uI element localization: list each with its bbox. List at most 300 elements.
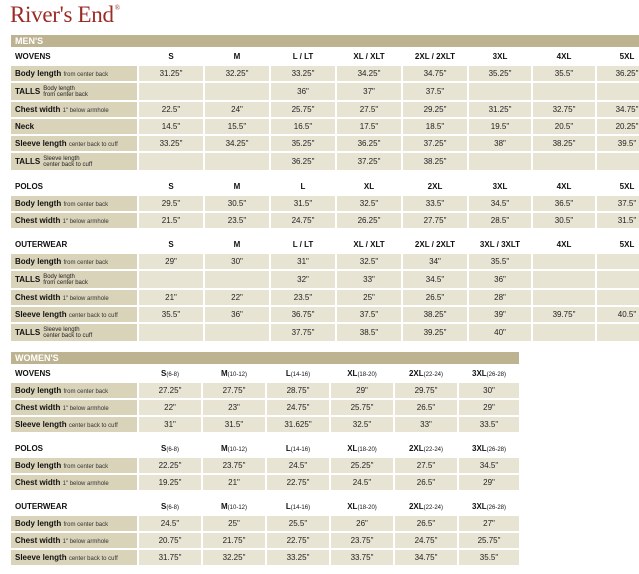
table-cell: 21" — [139, 290, 203, 305]
measurement-label — [11, 516, 137, 531]
table-cell — [469, 83, 531, 100]
table-cell: 39" — [469, 307, 531, 322]
size-range: (10-12) — [227, 505, 247, 511]
table-cell: 24.75" — [395, 533, 457, 548]
table-cell: 34.5" — [459, 458, 519, 473]
table-cell — [597, 83, 639, 100]
outerwear-header-row — [11, 237, 639, 252]
table-cell: 35.5" — [139, 307, 203, 322]
table-row — [11, 271, 639, 288]
table-cell: 37.75" — [271, 324, 335, 341]
size-header: 4XL — [556, 182, 572, 191]
table-cell: 29" — [331, 383, 393, 398]
table-cell: 23" — [203, 400, 265, 415]
table-cell: 36.75" — [271, 307, 335, 322]
measurement-label — [11, 307, 137, 322]
size-main: M — [220, 502, 228, 511]
table-cell: 28" — [469, 290, 531, 305]
size-range: (26-28) — [486, 447, 507, 453]
measurement-name: Sleeve length — [15, 310, 67, 319]
table-cell: 25.5" — [267, 516, 329, 531]
table-cell: 26.5" — [395, 475, 457, 490]
table-cell: 24.5" — [139, 516, 201, 531]
measurement-name: Body length — [15, 461, 62, 470]
size-header — [331, 499, 393, 514]
table-cell: 29.75" — [395, 383, 457, 398]
measurement-name: Body length — [15, 199, 62, 208]
table-cell: 34.75" — [395, 550, 457, 565]
size-range: (10-12) — [227, 372, 247, 378]
size-header: M — [233, 182, 241, 191]
size-header: S — [168, 52, 174, 61]
table-cell: 22.5" — [139, 102, 203, 117]
size-main: 2XL — [408, 444, 424, 453]
table-cell: 38.5" — [337, 324, 401, 341]
size-header: S — [168, 182, 174, 191]
table-cell: 29" — [459, 475, 519, 490]
size-main: XL — [347, 369, 358, 378]
size-main: M — [220, 369, 228, 378]
table-row — [11, 550, 519, 565]
size-header: S — [168, 240, 174, 249]
table-cell: 24.75" — [271, 213, 335, 228]
table-cell: 25.75" — [459, 533, 519, 548]
measurement-note — [43, 274, 88, 286]
table-cell: 15.5" — [205, 119, 269, 134]
size-main: 3XL — [472, 502, 487, 511]
womens-size-chart — [9, 350, 521, 567]
section-band-title: MEN'S — [11, 35, 639, 47]
section-band-title: WOMEN'S — [11, 352, 519, 364]
size-header: 4XL — [556, 240, 572, 249]
table-cell: 30.5" — [533, 213, 595, 228]
table-cell: 31.5" — [271, 196, 335, 211]
measurement-label — [11, 119, 137, 134]
size-range: (22-24) — [423, 505, 443, 511]
table-cell: 31.25" — [469, 102, 531, 117]
size-header: 3XL / 3XLT — [479, 240, 521, 249]
size-main: L — [285, 444, 291, 453]
table-row — [11, 83, 639, 100]
size-header: L — [300, 182, 306, 191]
size-header — [459, 441, 519, 456]
measurement-note: from center back — [63, 389, 109, 395]
table-cell: 35.25" — [469, 66, 531, 81]
size-main: S — [160, 444, 167, 453]
table-cell — [533, 254, 595, 269]
size-range: (26-28) — [486, 372, 507, 378]
section-band — [11, 352, 519, 364]
size-main: XL — [347, 444, 358, 453]
measurement-note: from center back — [63, 464, 109, 470]
table-cell: 36" — [271, 83, 335, 100]
measurement-name: TALLS — [15, 327, 41, 337]
size-main: POLOS — [15, 444, 44, 453]
size-header: M — [233, 52, 241, 61]
size-header — [395, 441, 457, 456]
size-header: XL / XLT — [353, 240, 385, 249]
measurement-note — [43, 86, 88, 98]
size-range: (26-28) — [486, 505, 507, 511]
measurement-note: center back to cuff — [68, 556, 118, 562]
table-cell: 22.75" — [267, 475, 329, 490]
size-header: XL — [363, 182, 375, 191]
table-cell: 17.5" — [337, 119, 401, 134]
table-cell: 21.5" — [139, 213, 203, 228]
table-cell: 28.5" — [469, 213, 531, 228]
brand-logo: River's End® — [10, 2, 120, 27]
table-row — [11, 307, 639, 322]
size-header: XL / XLT — [353, 52, 385, 61]
table-cell — [533, 290, 595, 305]
size-header — [395, 366, 457, 381]
size-header: 5XL — [619, 240, 635, 249]
measurement-note: 1" below armhole — [62, 296, 109, 302]
polos-header-row — [11, 179, 639, 194]
table-cell: 39.75" — [533, 307, 595, 322]
size-header: 5XL — [619, 52, 635, 61]
measurement-label — [11, 153, 137, 170]
table-cell: 26.5" — [395, 516, 457, 531]
measurement-label — [11, 196, 137, 211]
table-cell — [139, 324, 203, 341]
table-cell — [139, 83, 203, 100]
size-range: (14-16) — [290, 372, 311, 378]
size-header — [459, 366, 519, 381]
measurement-name: Chest width — [15, 216, 61, 225]
size-header — [139, 441, 201, 456]
table-cell: 26.5" — [395, 400, 457, 415]
table-cell: 16.5" — [271, 119, 335, 134]
table-cell: 26" — [331, 516, 393, 531]
table-row — [11, 119, 639, 134]
table-row — [11, 196, 639, 211]
note-line: from center back — [43, 279, 88, 286]
size-range: (14-16) — [290, 505, 311, 511]
table-cell: 24.75" — [267, 400, 329, 415]
size-main: L — [285, 502, 291, 511]
note-line: Sleeve length — [43, 326, 80, 333]
table-cell: 34.5" — [403, 271, 467, 288]
table-cell: 39.25" — [403, 324, 467, 341]
size-header — [267, 441, 329, 456]
measurement-label — [11, 83, 137, 100]
size-header: 2XL — [427, 182, 443, 191]
measurement-name: Sleeve length — [15, 553, 67, 562]
table-cell: 31.25" — [139, 66, 203, 81]
note-line: Body length — [43, 85, 75, 92]
table-cell: 33.25" — [271, 66, 335, 81]
size-header: 2XL / 2XLT — [414, 52, 456, 61]
table-cell: 33.25" — [139, 136, 203, 151]
table-cell: 20.25" — [597, 119, 639, 134]
table-cell: 36.5" — [533, 196, 595, 211]
table-row — [11, 383, 519, 398]
measurement-name: Body length — [15, 257, 62, 266]
measurement-note — [43, 156, 92, 168]
note-line: center back to cuff — [43, 161, 93, 168]
table-cell — [205, 324, 269, 341]
measurement-label — [11, 213, 137, 228]
measurement-name: Body length — [15, 519, 62, 528]
section-spacer — [11, 230, 639, 235]
table-cell: 23.5" — [271, 290, 335, 305]
measurement-label — [11, 136, 137, 151]
table-cell: 14.5" — [139, 119, 203, 134]
table-cell: 24" — [205, 102, 269, 117]
measurement-label — [11, 254, 137, 269]
measurement-label — [11, 66, 137, 81]
table-cell: 25.75" — [331, 400, 393, 415]
table-cell: 38" — [469, 136, 531, 151]
measurement-note: 1" below armhole — [62, 481, 109, 487]
size-main: OUTERWEAR — [15, 502, 68, 511]
table-cell: 38.25" — [403, 307, 467, 322]
table-cell: 22" — [205, 290, 269, 305]
table-cell: 29" — [139, 254, 203, 269]
measurement-note: from center back — [63, 522, 109, 528]
table-cell: 20.75" — [139, 533, 201, 548]
note-line: Sleeve length — [43, 155, 80, 162]
table-cell: 21.75" — [203, 533, 265, 548]
table-cell: 23.5" — [205, 213, 269, 228]
table-cell — [597, 290, 639, 305]
measurement-name: TALLS — [15, 274, 41, 284]
measurement-label — [11, 533, 137, 548]
table-cell: 32.75" — [533, 102, 595, 117]
size-range: (22-24) — [423, 447, 443, 453]
measurement-label — [11, 400, 137, 415]
size-header: L / LT — [292, 240, 314, 249]
size-main: L — [285, 369, 291, 378]
wovens-header-row — [11, 49, 639, 64]
table-cell: 35.5" — [533, 66, 595, 81]
table-cell: 34" — [403, 254, 467, 269]
table-cell: 32.25" — [205, 66, 269, 81]
measurement-name: TALLS — [15, 156, 41, 166]
table-cell: 23.75" — [203, 458, 265, 473]
size-header — [267, 366, 329, 381]
measurement-note: from center back — [63, 260, 109, 266]
table-cell: 33.75" — [331, 550, 393, 565]
outerwear-section-title — [11, 499, 137, 514]
mens-size-chart — [9, 33, 639, 343]
size-header — [203, 499, 265, 514]
table-cell — [139, 153, 203, 170]
measurement-label — [11, 102, 137, 117]
size-header: 4XL — [556, 52, 572, 61]
size-range: (6-8) — [166, 372, 179, 378]
size-main: S — [160, 369, 167, 378]
measurement-note — [43, 327, 92, 339]
size-main: 2XL — [408, 369, 424, 378]
measurement-name: Chest width — [15, 293, 61, 302]
note-line: Body length — [43, 273, 75, 280]
table-cell: 32.5" — [331, 417, 393, 432]
size-range: (14-16) — [290, 447, 311, 453]
table-cell: 36.25" — [271, 153, 335, 170]
measurement-name: Chest width — [15, 536, 61, 545]
table-cell: 40.5" — [597, 307, 639, 322]
table-cell: 25.75" — [271, 102, 335, 117]
size-header — [459, 499, 519, 514]
table-cell: 26.25" — [337, 213, 401, 228]
table-row — [11, 153, 639, 170]
table-cell: 32.25" — [203, 550, 265, 565]
table-row — [11, 516, 519, 531]
table-cell — [597, 271, 639, 288]
table-cell: 23.75" — [331, 533, 393, 548]
table-cell: 38.25" — [403, 153, 467, 170]
size-header — [267, 499, 329, 514]
table-row — [11, 417, 519, 432]
outerwear-section-title: OUTERWEAR — [15, 240, 68, 249]
table-cell: 29" — [459, 400, 519, 415]
table-cell: 22.25" — [139, 458, 201, 473]
size-range: (6-8) — [166, 447, 179, 453]
table-cell: 34.75" — [597, 102, 639, 117]
size-range: (10-12) — [227, 447, 247, 453]
size-header: 2XL / 2XLT — [414, 240, 456, 249]
size-main: S — [160, 502, 167, 511]
size-header — [331, 366, 393, 381]
size-header: L / LT — [292, 52, 314, 61]
table-cell — [533, 324, 595, 341]
table-cell: 28.75" — [267, 383, 329, 398]
table-cell: 35.5" — [459, 550, 519, 565]
measurement-name: Sleeve length — [15, 420, 67, 429]
table-cell: 30" — [205, 254, 269, 269]
table-cell: 33.5" — [403, 196, 467, 211]
table-cell: 29.5" — [139, 196, 203, 211]
size-header — [139, 366, 201, 381]
table-cell — [139, 271, 203, 288]
size-main: M — [220, 444, 228, 453]
size-main: 2XL — [408, 502, 424, 511]
table-cell: 35.5" — [469, 254, 531, 269]
size-range: (18-20) — [357, 372, 377, 378]
table-cell: 18.5" — [403, 119, 467, 134]
table-cell — [205, 153, 269, 170]
size-header: M — [233, 240, 241, 249]
size-main: 3XL — [472, 369, 487, 378]
polos-section-title — [11, 441, 137, 456]
table-row — [11, 324, 639, 341]
size-header — [395, 499, 457, 514]
section-band — [11, 35, 639, 47]
table-row — [11, 213, 639, 228]
table-cell: 34.25" — [337, 66, 401, 81]
measurement-label — [11, 475, 137, 490]
measurement-label — [11, 290, 137, 305]
table-row — [11, 254, 639, 269]
section-spacer — [11, 172, 639, 177]
table-row — [11, 290, 639, 305]
table-cell: 27.75" — [403, 213, 467, 228]
table-cell: 27" — [459, 516, 519, 531]
table-cell: 27.5" — [395, 458, 457, 473]
note-line: from center back — [43, 91, 88, 98]
table-cell: 31.75" — [139, 550, 201, 565]
table-cell — [469, 153, 531, 170]
measurement-name: Chest width — [15, 478, 61, 487]
measurement-name: TALLS — [15, 86, 41, 96]
table-cell: 39.5" — [597, 136, 639, 151]
measurement-note: center back to cuff — [68, 313, 118, 319]
size-header — [203, 441, 265, 456]
measurement-note: from center back — [63, 202, 109, 208]
table-cell: 36" — [205, 307, 269, 322]
table-cell: 34.5" — [469, 196, 531, 211]
table-cell: 20.5" — [533, 119, 595, 134]
table-cell — [205, 83, 269, 100]
table-cell: 31.625" — [267, 417, 329, 432]
table-cell: 40" — [469, 324, 531, 341]
table-row — [11, 136, 639, 151]
table-cell: 37.5" — [597, 196, 639, 211]
wovens-section-title — [11, 366, 137, 381]
table-row — [11, 458, 519, 473]
table-cell: 30.5" — [205, 196, 269, 211]
table-cell: 30" — [459, 383, 519, 398]
measurement-name: Chest width — [15, 105, 61, 114]
measurement-note: center back to cuff — [68, 142, 118, 148]
table-cell: 37.25" — [337, 153, 401, 170]
table-cell: 36" — [469, 271, 531, 288]
measurement-note: from center back — [63, 72, 109, 78]
table-cell: 33.25" — [267, 550, 329, 565]
table-cell: 37" — [337, 83, 401, 100]
table-row — [11, 102, 639, 117]
table-cell: 34.75" — [403, 66, 467, 81]
measurement-note: 1" below armhole — [62, 219, 109, 225]
table-cell: 26.5" — [403, 290, 467, 305]
table-cell — [597, 153, 639, 170]
table-cell: 24.5" — [331, 475, 393, 490]
table-cell: 36.25" — [597, 66, 639, 81]
table-row — [11, 533, 519, 548]
table-cell: 24.5" — [267, 458, 329, 473]
table-cell: 27.25" — [139, 383, 201, 398]
measurement-name: Neck — [15, 122, 35, 131]
polos-header-row — [11, 441, 519, 456]
table-cell: 31" — [271, 254, 335, 269]
table-cell: 33" — [395, 417, 457, 432]
polos-section-title: POLOS — [15, 182, 44, 191]
table-cell: 22.75" — [267, 533, 329, 548]
table-cell: 27.75" — [203, 383, 265, 398]
table-cell: 37.25" — [403, 136, 467, 151]
measurement-name: Chest width — [15, 403, 61, 412]
table-cell: 19.5" — [469, 119, 531, 134]
table-cell — [205, 271, 269, 288]
table-cell: 33" — [337, 271, 401, 288]
table-cell — [597, 254, 639, 269]
table-cell: 36.25" — [337, 136, 401, 151]
table-cell: 25" — [337, 290, 401, 305]
measurement-note: 1" below armhole — [62, 108, 109, 114]
table-cell: 25.25" — [331, 458, 393, 473]
size-header — [203, 366, 265, 381]
size-range: (22-24) — [423, 372, 443, 378]
measurement-note: center back to cuff — [68, 423, 118, 429]
measurement-label — [11, 550, 137, 565]
size-header: 5XL — [619, 182, 635, 191]
measurement-label — [11, 383, 137, 398]
size-main: WOVENS — [15, 369, 51, 378]
table-cell: 37.5" — [337, 307, 401, 322]
table-row — [11, 400, 519, 415]
